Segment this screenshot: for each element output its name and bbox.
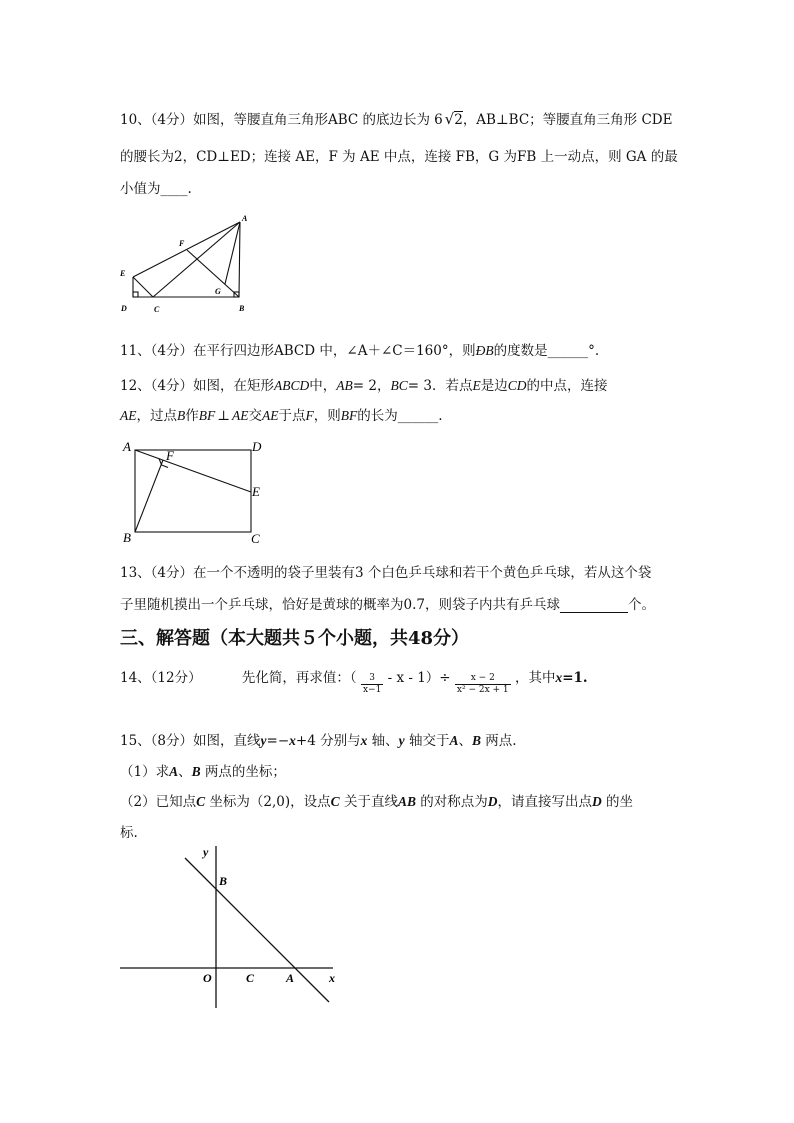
q10-line2: 的腰长为2，CD⊥ED；连接 AE，F 为 AE 中点，连接 FB，G 为FB 上一动点，则 GA 的最 [120,149,678,165]
q10-label-f: F [179,239,185,248]
q12-text: ，则 [313,408,341,424]
q15-part2 [120,790,633,810]
q15-x: x [360,733,368,748]
q15-text: 的对称点为 [415,794,488,810]
q15-y: y [260,733,267,748]
q15-text: 坐标为（2,0)，设点 [205,794,331,810]
q10-label-d: D [121,304,127,313]
q12-ab: AB [336,378,353,393]
q10-coef: 6 [434,112,443,128]
q15-text: +4 分别与 [295,733,361,749]
q15-a: A [449,733,459,748]
sqrt-radicand: 2 [454,112,463,128]
q12-line2 [120,404,443,424]
q15-text: 关于直线 [339,794,398,810]
q15-d: D [592,794,602,809]
q15-label-b: B [219,874,228,888]
q15-text: =− [266,733,290,749]
q13-text: 子里随机摸出一个乒乓球，恰好是黄球的概率为0.7，则袋子内共有乒乓球 [120,597,560,613]
q11-text-end: 的度数是______°. [493,343,600,359]
q15-text: 、 [458,733,472,749]
q11-angle-b: ÐB [475,343,494,358]
q12-text: 的长为______. [357,408,443,424]
q15-line1 [120,729,517,749]
q12-text: 是边 [480,378,508,394]
q14-frac2-num: x − 2 [455,673,511,685]
q15-a: A [169,764,179,779]
q15-text: 轴、 [367,733,399,749]
q10-label-a: A [242,214,248,223]
q10-label-g: G [215,287,221,296]
q14-suffix: =1. [562,670,588,686]
q10-figure [115,210,255,315]
q14-suffix: ，其中 [514,670,556,686]
q15-text: 的坐 [601,794,634,810]
q15-y: y [398,733,405,748]
q14-x: x [555,670,563,685]
q13-text: 个。 [627,597,655,613]
q10-text: 10、（4分）如图，等腰直角三角形ABC 的底边长为 [120,112,431,128]
q15-text: 15、（8分）如图，直线 [120,733,261,749]
q15-c: C [196,794,206,809]
q12-line1 [120,374,607,394]
q10-line3: 小值为____. [120,181,192,197]
q15-c: C [330,794,340,809]
q11-line [120,339,599,359]
q12-bf: BF [340,408,358,423]
q14-text: 先化简，再求值：（ [241,670,357,686]
q12-e: E [472,378,481,393]
q14-mid: - x - 1）÷ [387,670,451,686]
q10-label-c: C [154,305,160,314]
q12-b: B [177,408,186,423]
q15-part1 [120,760,286,780]
q12-text: = 3．若点 [407,378,473,394]
q12-text: 于点 [278,408,306,424]
q10-label-e: E [120,269,126,278]
q12-text: 12、（4分）如图，在矩形 [120,378,275,394]
q15-ab: AB [397,794,416,809]
q12-text: ，过点 [136,408,177,424]
q10-label-b: B [239,304,245,313]
q15-text: ，请直接写出点 [497,794,593,810]
q15-b: B [191,764,201,779]
q12-label-b: B [123,530,131,545]
q12-text: = 2， [352,378,391,394]
q12-text: 中， [309,378,337,394]
q15-text: （2）已知点 [120,794,197,810]
q12-bc: BC [390,378,408,393]
q12-label-e: E [252,484,260,499]
q15-label-x: x [329,971,335,985]
q15-label-o: O [203,971,212,985]
section-heading: 三、解答题（本大题共５个小题，共48分） [120,628,470,649]
q11-text: 11、（4分）在平行四边形ABCD 中，∠A＋∠C＝160°，则 [120,343,476,359]
q10-line1 [120,108,672,128]
q15-x: x [289,733,296,748]
q12-ae: AE [120,408,137,423]
q10-text-cont: ，AB⊥BC；等腰直角三角形 CDE [462,112,673,128]
q12-figure [118,436,278,546]
q15-d: D [487,794,498,809]
q15-text: 、 [178,764,192,780]
q12-ae: AE [231,408,249,423]
q15-text: 两点的坐标； [200,764,286,780]
q15-text: 两点. [480,733,517,749]
q12-perp: ⊥ [217,408,230,424]
q15-figure [115,840,355,1015]
q12-label-c: C [251,531,260,546]
q12-label-d: D [252,439,262,454]
q12-cd: CD [507,378,527,393]
q12-text: 的中点，连接 [526,378,608,394]
q15-label-y: y [203,845,209,859]
q14-line [120,666,588,695]
q12-abcd: ABCD [274,378,310,393]
q12-f: F [305,408,314,423]
q15-text: （1）求 [120,764,170,780]
q15-part2-cont: 标. [120,825,138,841]
q13-line2 [120,593,655,613]
q14-frac1-num: 3 [361,673,383,685]
q14-fraction-1 [361,673,383,696]
q14-prefix: 14、（12分） [120,670,202,686]
q12-ae: AE [261,408,279,423]
q12-label-a: A [123,439,131,454]
q12-bf: BF [198,408,216,423]
q13-line1: 13、（4分）在一个不透明的袋子里装有3 个白色乒乓球和若干个黄色乒乓球，若从这个袋 [120,565,652,581]
q12-label-f: F [166,448,174,463]
q13-blank [560,600,628,613]
q15-text: 轴交于 [404,733,450,749]
q12-text: 交 [248,408,262,424]
q15-b: B [471,733,481,748]
sqrt-symbol: √ [444,110,455,128]
q14-frac2-den: x² − 2x + 1 [456,685,509,695]
q14-fraction-2 [455,673,511,696]
q12-text: 作 [185,408,199,424]
q14-frac1-den: x−1 [362,685,382,695]
q15-label-a: A [286,971,295,985]
q15-label-c: C [246,971,255,985]
